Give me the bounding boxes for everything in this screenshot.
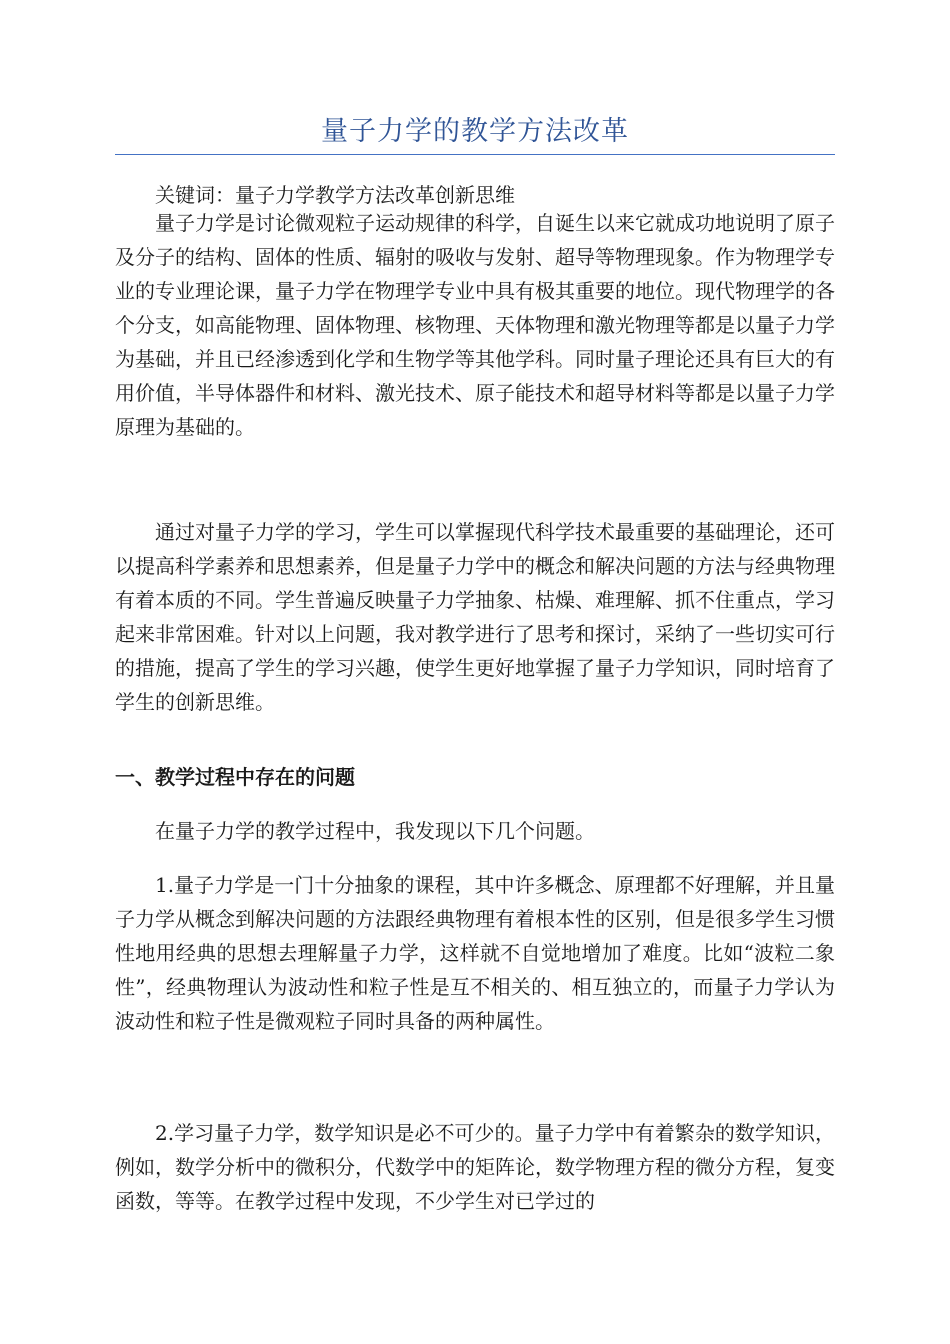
paragraph-problem-1: 1.量子力学是一门十分抽象的课程，其中许多概念、原理都不好理解，并且量子力学从概念到解决问题的方法跟经典物理有着根本性的区别，但是很多学生习惯性地用经典的思想去理解量子力学，这样就不自觉地增加了难度。比如“波粒二象性”，经典物理认为波动性和粒子性是互不相关的、相互独立的，而量子力学认为波动性和粒子性是微观粒子同时具备的两种属性。 [115, 873, 835, 1033]
keywords-line: 关键词：量子力学教学方法改革创新思维 [155, 183, 515, 207]
title-underline [115, 154, 835, 155]
paragraph-problem-2: 2.学习量子力学，数学知识是必不可少的。量子力学中有着繁杂的数学知识，例如，数学分析中的微积分，代数学中的矩阵论，数学物理方程的微分方程，复变函数，等等。在教学过程中发现，不少学生对已学过的 [115, 1121, 835, 1213]
document-title: 量子力学的教学方法改革 [321, 116, 629, 147]
paragraph-problems-intro: 在量子力学的教学过程中，我发现以下几个问题。 [155, 819, 595, 843]
paragraph-purpose: 通过对量子力学的学习，学生可以掌握现代科学技术最重要的基础理论，还可以提高科学素养和思想素养，但是量子力学中的概念和解决问题的方法与经典物理有着本质的不同。学生普遍反映量子力学抽象、枯燥、难理解、抓不住重点，学习起来非常困难。针对以上问题，我对教学进行了思考和探讨，采纳了一些切实可行的措施，提高了学生的学习兴趣，使学生更好地掌握了量子力学知识，同时培育了学生的创新思维。 [115, 520, 835, 714]
paragraph-intro: 量子力学是讨论微观粒子运动规律的科学，自诞生以来它就成功地说明了原子及分子的结构、固体的性质、辐射的吸收与发射、超导等物理现象。作为物理学专业的专业理论课，量子力学在物理学专业中具有极其重要的地位。现代物理学的各个分支，如高能物理、固体物理、核物理、天体物理和激光物理等都是以量子力学为基础，并且已经渗透到化学和生物学等其他学科。同时量子理论还具有巨大的有用价值，半导体器件和材料、激光技术、原子能技术和超导材料等都是以量子力学原理为基础的。 [115, 211, 835, 439]
section-heading-problems: 一、教学过程中存在的问题 [115, 765, 355, 789]
